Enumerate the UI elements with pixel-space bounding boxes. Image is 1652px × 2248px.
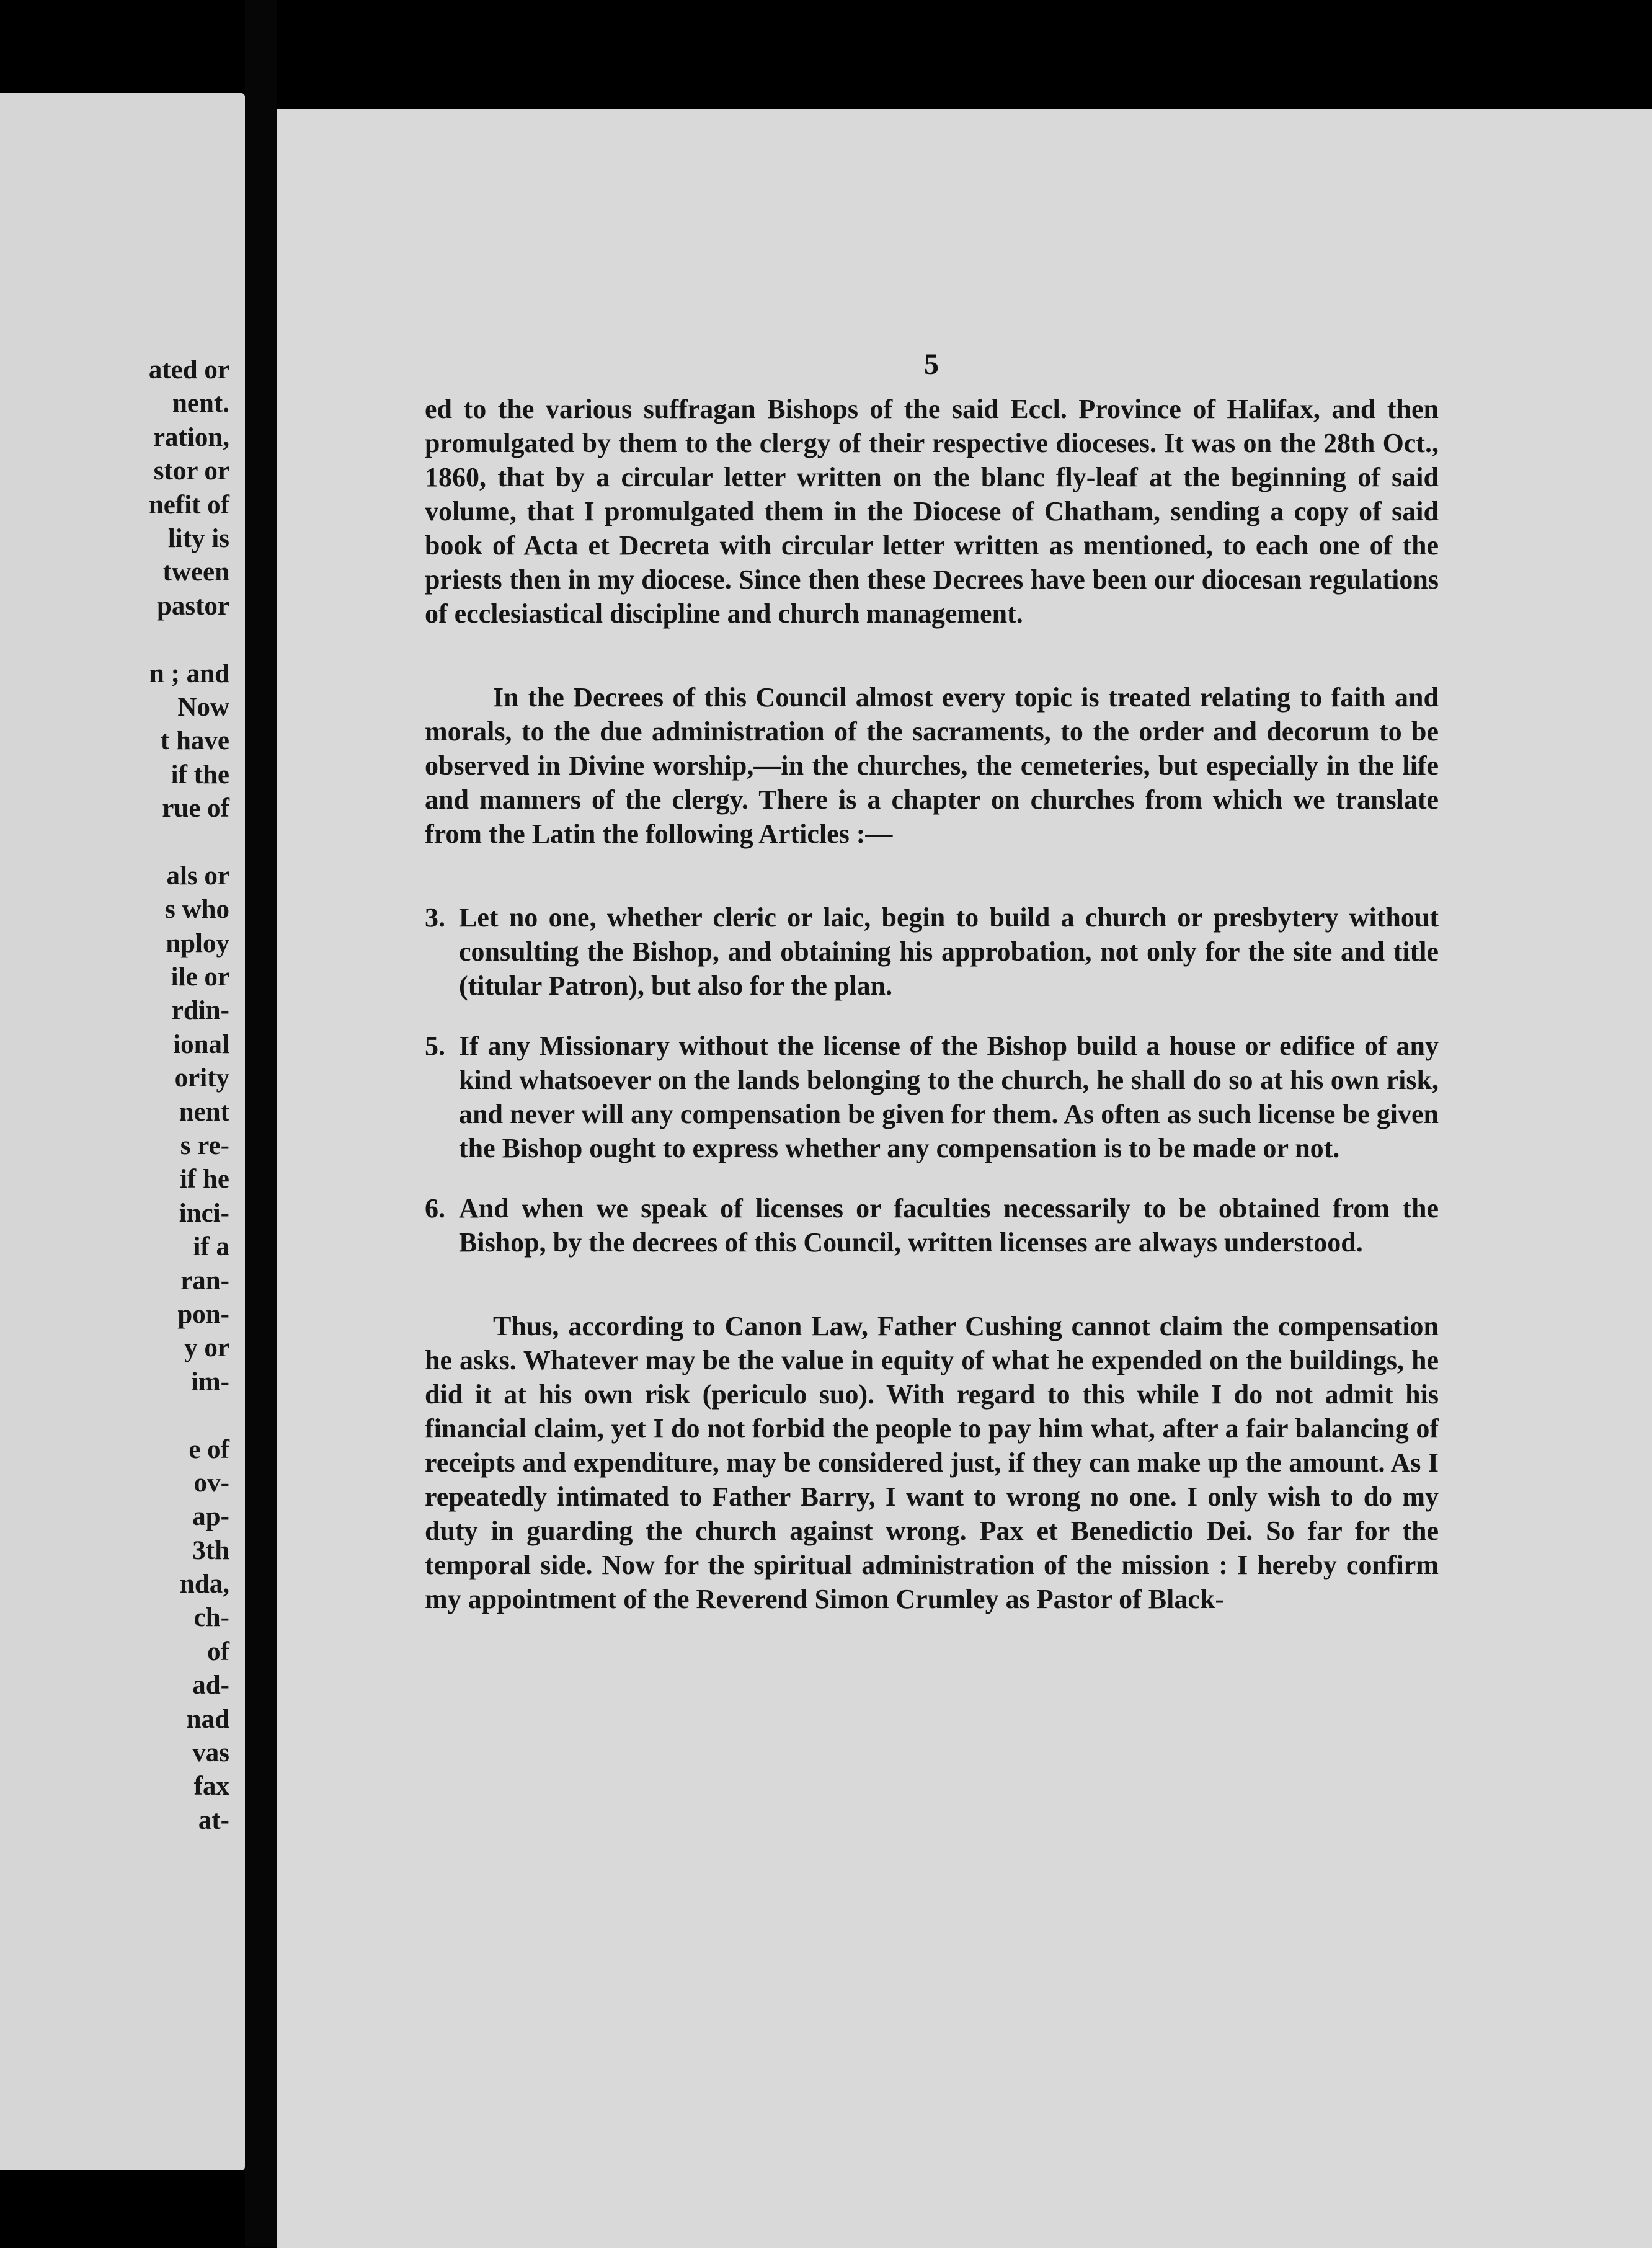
left-page-fragment: nent — [179, 1097, 229, 1127]
left-page-fragment: s re- — [180, 1131, 229, 1160]
left-page-fragment: fax — [193, 1772, 229, 1802]
left-page-fragment: n ; and — [149, 659, 229, 688]
article-text: If any Missionary without the license of the Bishop build a house or edifice of any kind whatsoever on the lands belonging to the church, he shall do so at his own risk, and never will any compensation be given for them. As often as such license be given the Bishop ought to express whether any compensation is to be made or not. — [459, 1031, 1439, 1163]
left-page-fragment: nploy — [166, 928, 229, 958]
article-number: 6. — [425, 1193, 445, 1224]
left-page-fragment: 3th — [192, 1535, 229, 1565]
article-text: Let no one, whether cleric or laic, begin to build a church or presbytery without consulting the Bishop, and obtaining his approbation, not only for the site and title (titular Patron), but also for the plan. — [459, 902, 1439, 1001]
page-body — [425, 392, 1439, 1616]
left-page-fragment: nefit of — [148, 490, 229, 520]
left-page-fragment: of — [207, 1637, 229, 1666]
left-page-fragment: inci- — [179, 1198, 229, 1228]
left-page-fragment: if the — [171, 760, 229, 789]
left-page-fragment: ional — [173, 1029, 229, 1059]
left-page-fragment: ority — [174, 1064, 229, 1093]
paragraph-canon-law: Thus, according to Canon Law, Father Cushing cannot claim the compensation he asks. Whatever may be the value in equity of what he expended on the buildings, he did it at his own risk (periculo suo). With regard to this while I do not admit his financial claim, yet I do not forbid the people to pay him what, after a fair balancing of receipts and expenditure, may be considered just, if they can make up the amount. As I repeatedly intimated to Father Barry, I want to wrong no one. I only wish to do my duty in guarding the church against wrong. Pax et Benedictio Dei. So far for the temporal side. Now for the spiritual administration of the mission : I hereby confirm my appointment of the Reverend Simon Crumley as Pastor of Black- — [425, 1311, 1439, 1614]
left-page-fragment: ov- — [193, 1468, 229, 1498]
article-item — [425, 900, 1439, 1003]
left-page-fragment: lity is — [167, 523, 229, 553]
left-page-fragment: ated or — [148, 355, 229, 384]
left-page-fragment: nent. — [172, 389, 229, 419]
left-page-fragment: rue of — [162, 794, 229, 824]
left-page-fragment: s who — [165, 895, 229, 925]
article-number: 5. — [425, 1031, 445, 1061]
left-page-fragment: tween — [162, 558, 229, 587]
paragraph-continuation: ed to the various suffragan Bishops of the said Eccl. Province of Halifax, and then promulgated by them to the clergy of their respective dioceses. It was on the 28th Oct., 1860, that by a circular letter written on the blanc fly-leaf at the beginning of said volume, that I promulgated them in the Diocese of Chatham, sending a copy of said book of Acta et Decreta with circular letter written as mentioned, to each one of the priests then in my diocese. Since then these Decrees have been our diocesan regulations of ecclesiastical discipline and church management. — [425, 394, 1439, 629]
left-page-fragment: Now — [177, 692, 229, 722]
left-page-fragment: ran- — [180, 1266, 229, 1295]
left-page-fragment — [0, 623, 245, 657]
book-gutter — [245, 0, 277, 2247]
left-page-fragment: stor or — [153, 456, 229, 486]
left-page-fragment: als or — [166, 861, 229, 891]
left-page-text-fragments — [0, 353, 245, 1837]
left-page-fragment — [0, 1399, 245, 1433]
left-page-fragment: if a — [193, 1232, 229, 1262]
left-page-fragment — [0, 825, 245, 859]
left-page-fragment: t have — [160, 726, 229, 756]
left-facing-page — [0, 93, 245, 2170]
left-page-fragment: ile or — [171, 962, 229, 992]
article-item — [425, 1029, 1439, 1165]
left-page-fragment: ration, — [153, 422, 229, 452]
left-page-fragment: im- — [190, 1367, 229, 1397]
article-number: 3. — [425, 902, 445, 933]
paragraph-council-decrees: In the Decrees of this Council almost every topic is treated relating to faith and morals, to the due administration of the sacraments, to the order and decorum to be observed in Divine worship,—in the churches, the cemeteries, but especially in the life and manners of the clergy. There is a chapter on churches from which we translate from the Latin the following Articles :— — [425, 682, 1439, 849]
left-page-fragment: nda, — [179, 1570, 229, 1599]
article-item — [425, 1191, 1439, 1260]
left-page-fragment: y or — [184, 1333, 229, 1363]
left-page-fragment: ch- — [193, 1603, 229, 1633]
article-text: And when we speak of licenses or faculties necessarily to be obtained from the Bishop, by the decrees of this Council, written licenses are always understood. — [459, 1193, 1439, 1258]
left-page-fragment: rdin- — [171, 996, 229, 1026]
left-page-fragment: pastor — [156, 591, 229, 621]
page-number: 5 — [924, 348, 939, 381]
left-page-fragment: e of — [189, 1434, 229, 1464]
article-list — [425, 900, 1439, 1260]
left-page-fragment: ap- — [192, 1502, 229, 1532]
left-page-fragment: pon- — [177, 1299, 229, 1329]
left-page-fragment: nad — [186, 1704, 229, 1734]
left-page-fragment: if he — [179, 1165, 229, 1194]
left-page-fragment: at- — [198, 1805, 229, 1835]
left-page-fragment: ad- — [192, 1671, 229, 1700]
left-page-fragment: vas — [192, 1738, 229, 1768]
